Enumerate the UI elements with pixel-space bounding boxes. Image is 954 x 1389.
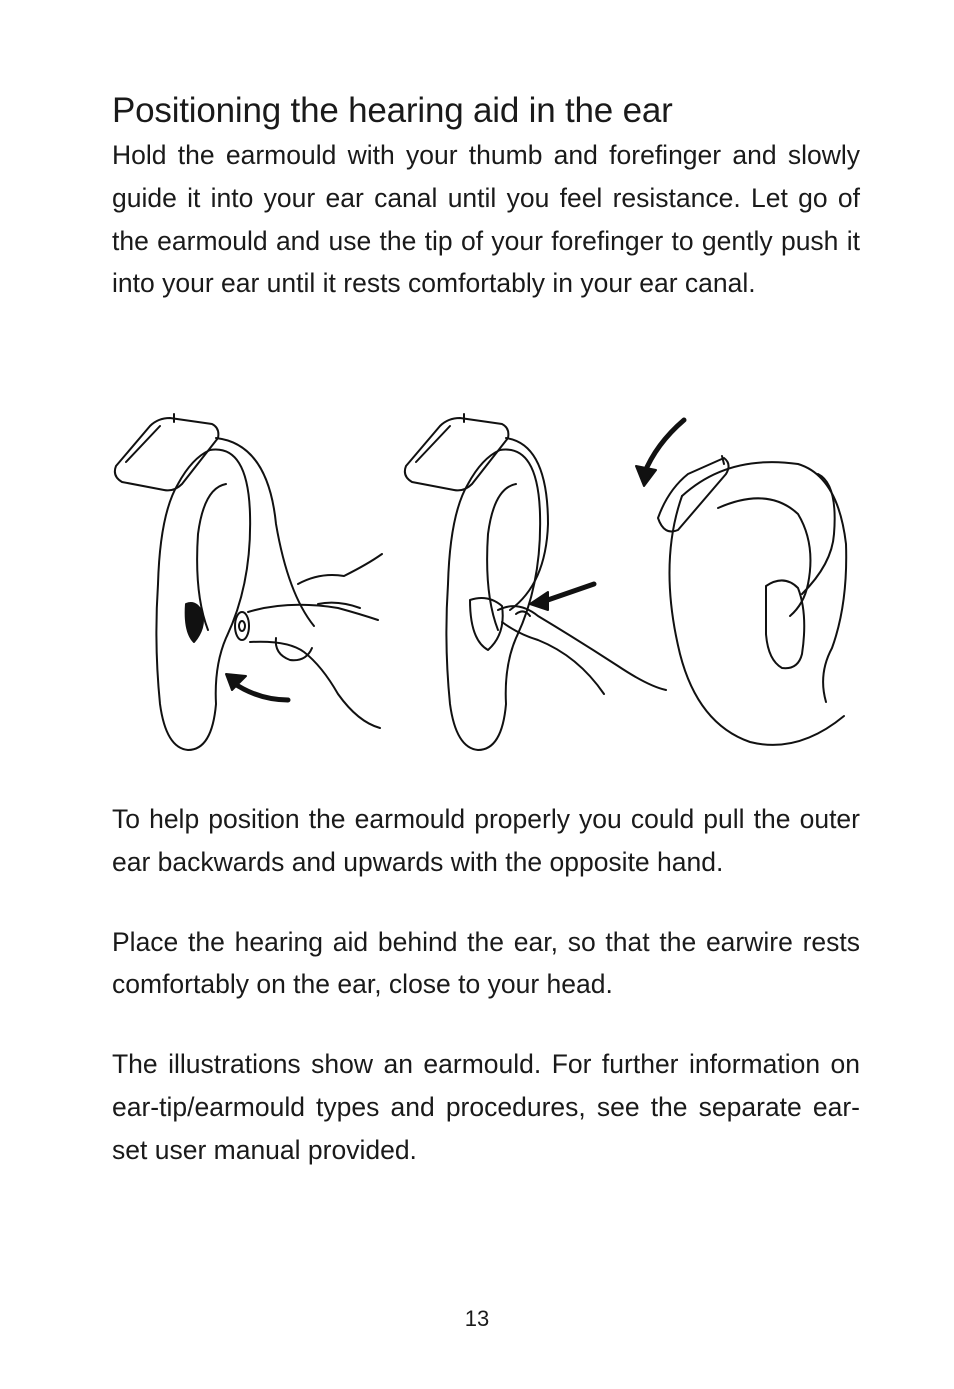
ear-aid-behind-ear-icon <box>636 420 846 745</box>
pull-ear-paragraph: To help position the earmould properly you could pull the outer ear backwards and upwards with the opposite hand. <box>112 804 860 877</box>
instructions-section <box>112 798 860 1209</box>
ear-insert-earmould-icon <box>115 414 382 750</box>
illustration-note-paragraph: The illustrations show an earmould. For further information on ear-tip/earmould types and procedures, see the separate ear-set user manual provided. <box>112 1049 860 1165</box>
page-title: Positioning the hearing aid in the ear <box>112 91 673 130</box>
page-content <box>112 88 860 305</box>
ear-push-earmould-icon <box>405 414 666 750</box>
intro-paragraph: Hold the earmould with your thumb and forefinger and slowly guide it into your ear canal until you feel resistance. Let go of the earmould and use the tip of your forefinger to gently push it into your ear until it rests comfortably in your ear canal. <box>112 140 860 299</box>
page-number: 13 <box>464 1306 490 1331</box>
place-aid-paragraph: Place the hearing aid behind the ear, so that the earwire rests comfortably on the ear, close to your head. <box>112 926 860 1000</box>
insertion-illustration <box>108 404 852 756</box>
